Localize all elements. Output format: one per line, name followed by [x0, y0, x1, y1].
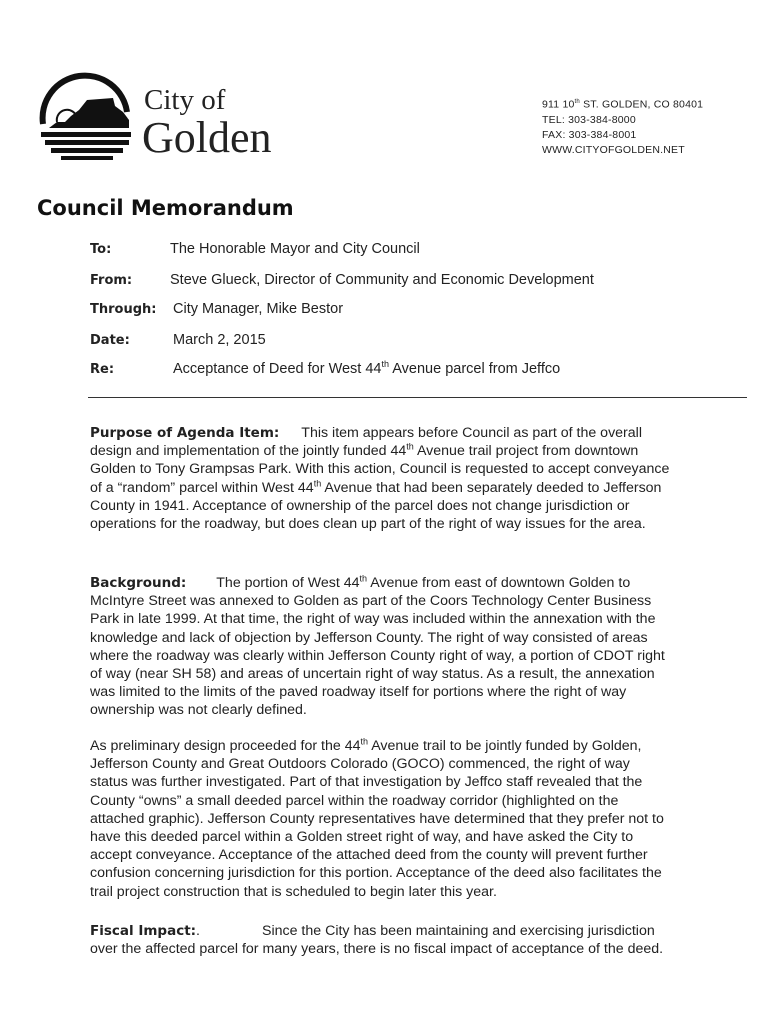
background-paragraph: Background: The portion of West 44th Avenue from east of downtown Golden to McIntyre Street was annexed to Golden as part of the Coors Technology Center Business Park in late 1999. At that time, the right of way was included within the annexation with the knowledge and lack of objection by Jefferson County. The right of way consisted of areas where the roadway was clearly within Jefferson County right of way, a portion of CDOT right of way (near SH 58) and areas of uncertain right of way status. As a result, the annexation was limited to the limits of the paved roadway itself for portions where the right of way ownership was not clearly defined.: [90, 573, 665, 719]
re-value: Acceptance of Deed for West 44th Avenue parcel from Jeffco: [173, 359, 561, 377]
from-label: From:: [90, 273, 133, 288]
purpose-paragraph: Purpose of Agenda Item: This item appears before Council as part of the overall design and implementation of the jointly funded 44th Avenue trail project from downtown Golden to Tony Grampsas Park. With this action, Council is requested to accept conveyance of a “random” parcel within West 44th Avenue that had been separately deeded to Jefferson County in 1941. Acceptance of ownership of the parcel does not change jurisdiction or operations for the roadway, but does clean up part of the right of way issues for the area.: [90, 425, 670, 533]
header-divider: [88, 397, 747, 398]
re-label: Re:: [90, 362, 115, 377]
through-label: Through:: [90, 302, 157, 317]
to-label: To:: [90, 242, 112, 257]
fiscal-paragraph: Fiscal Impact:. Since the City has been maintaining and exercising jurisdiction over the affected parcel for many years, there is no fiscal impact of acceptance of the deed.: [90, 923, 664, 958]
city-logo-icon: [35, 72, 135, 164]
address-fax: FAX: 303-384-8001: [542, 128, 637, 141]
letterhead-golden: Golden: [142, 113, 272, 162]
purpose-label: Purpose of Agenda Item:: [90, 425, 280, 441]
page-title: Council Memorandum: [37, 196, 294, 220]
design-paragraph: As preliminary design proceeded for the 44th Avenue trail to be jointly funded by Golden, Jefferson County and Great Outdoors Colorado (GOCO) commenced, the right of way status was further investigated. Part of that investigation by Jeffco staff revealed that the County “owns” a small deeded parcel within the roadway corridor (highlighted on the attached graphic). Jefferson County representatives have determined that they prefer not to have this deeded parcel within a Golden street right of way, and have asked the City to accept conveyance. Acceptance of the attached deed from the county will prevent further confusion concerning jurisdiction for this portion. Acceptance of the deed also facilitates the trail project construction that is scheduled to begin later this year.: [90, 736, 664, 900]
fiscal-label: Fiscal Impact:: [90, 923, 197, 939]
date-label: Date:: [90, 333, 130, 348]
address-tel: TEL: 303-384-8000: [542, 113, 636, 126]
letterhead-address: [542, 95, 703, 158]
address-web: WWW.CITYOFGOLDEN.NET: [542, 143, 685, 156]
from-value: Steve Glueck, Director of Community and Economic Development: [170, 272, 594, 288]
through-value: City Manager, Mike Bestor: [173, 301, 344, 317]
to-value: The Honorable Mayor and City Council: [170, 241, 420, 257]
letterhead-city-of: City of: [144, 84, 226, 116]
address-street: 911 10th ST. GOLDEN, CO 80401: [542, 98, 704, 111]
date-value: March 2, 2015: [173, 332, 266, 348]
background-label: Background:: [90, 575, 187, 591]
